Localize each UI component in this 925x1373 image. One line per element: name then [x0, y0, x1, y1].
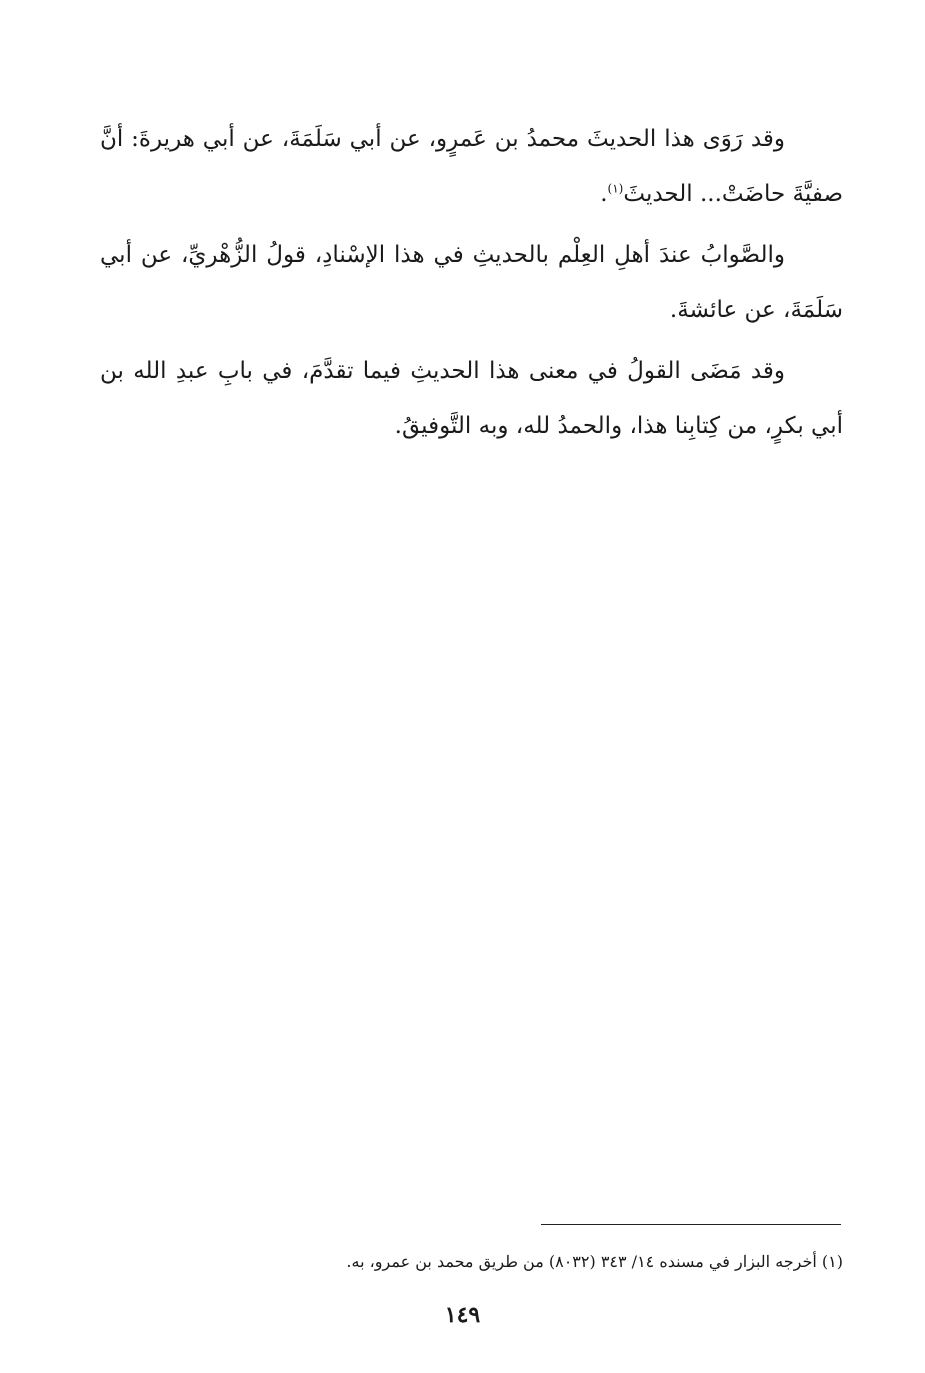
- footnote-reference: (١): [607, 181, 624, 196]
- page-number: ١٤٩: [444, 1302, 481, 1328]
- paragraph-1-tail: .: [600, 181, 608, 207]
- main-text: [100, 112, 843, 460]
- footnote-text: (١) أخرجه البزار في مسنده ١٤/ ٣٤٣ (٨٠٣٢) من طريق محمد بن عمرو، به.: [346, 1252, 843, 1271]
- paragraph-2: والصَّوابُ عندَ أهلِ العِلْم بالحديثِ في هذا الإسْنادِ، قولُ الزُّهْريِّ، عن أبي سَلَمَةَ، عن عائشةَ.: [100, 242, 843, 323]
- paragraph-3: وقد مَضَى القولُ في معنى هذا الحديثِ فيما تقدَّمَ، في بابِ عبدِ الله بن أبي بكرٍ، من كِتابِنا هذا، والحمدُ لله، وبه التَّوفيقُ.: [100, 358, 843, 439]
- paragraph-1-text: وقد رَوَى هذا الحديثَ محمدُ بن عَمرٍو، عن أبي سَلَمَةَ، عن أبي هريرةَ: أنَّ صفيَّةَ حاضَتْ... الحديثَ: [100, 126, 843, 207]
- paragraph-1: [100, 112, 843, 222]
- footnote-divider: [541, 1224, 841, 1225]
